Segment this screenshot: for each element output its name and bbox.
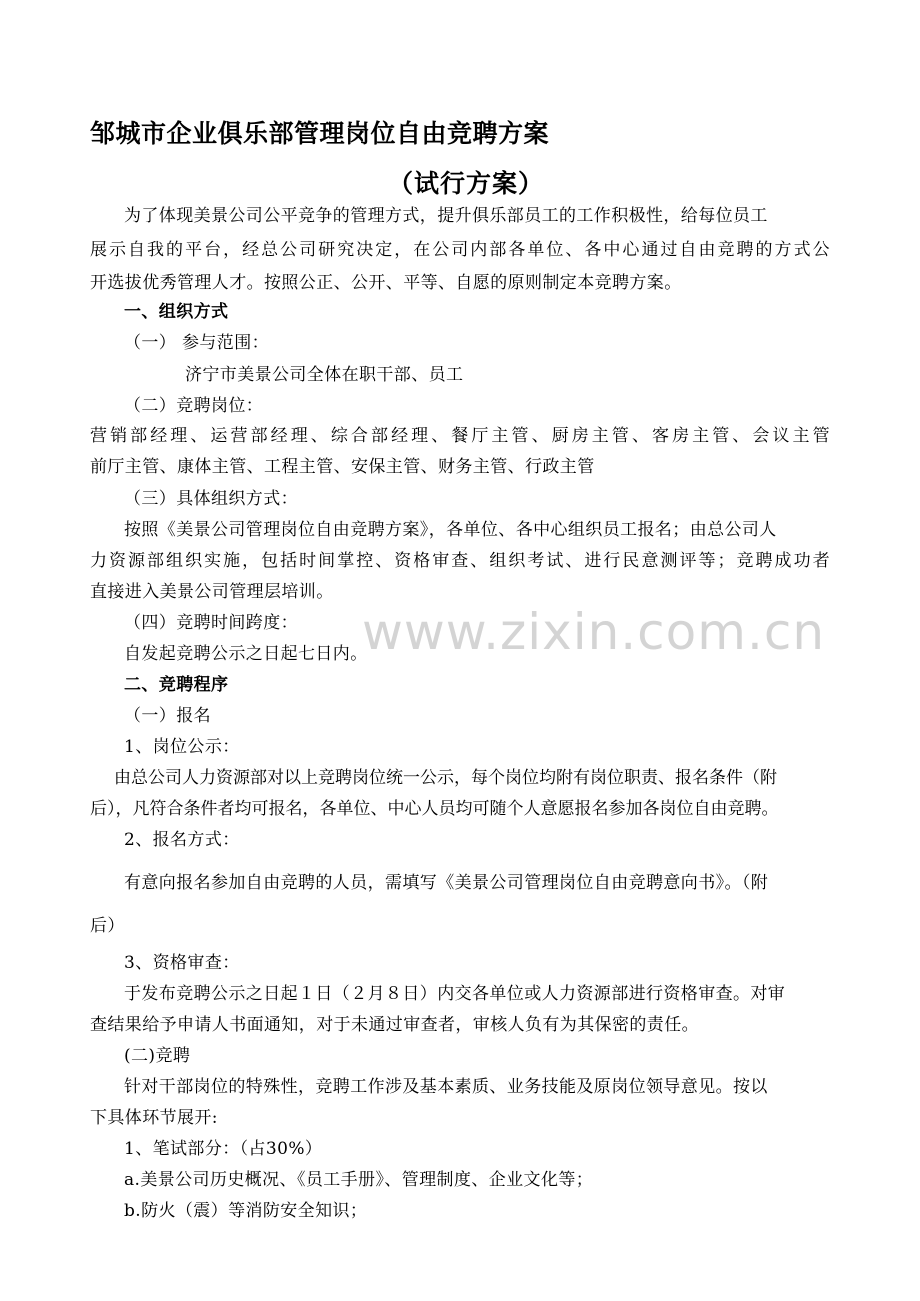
paragraph-line: 济宁市美景公司全体在职干部、员工 (185, 365, 464, 385)
list-item: b.防火（震）等消防安全知识； (124, 1201, 368, 1221)
section-heading: 一、组织方式 (124, 302, 229, 322)
subsection-heading: (二)竞聘 (124, 1046, 191, 1066)
paragraph-line: 前厅主管、康体主管、工程主管、安保主管、财务主管、行政主管 (90, 457, 595, 477)
paragraph-line: 下具体环节展开: (90, 1108, 218, 1128)
item-heading: 2、报名方式： (124, 830, 240, 850)
watermark-text: www.zixin.com.cn (362, 603, 826, 661)
document-title: 邹城市企业俱乐部管理岗位自由竞聘方案 (90, 119, 550, 148)
paragraph-line: 力资源部组织实施，包括时间掌控、资格审查、组织考试、进行民意测评等；竞聘成功者 (90, 551, 830, 571)
item-heading: 1、笔试部分：（占30%） (124, 1139, 323, 1159)
paragraph-line: 有意向报名参加自由竞聘的人员，需填写《美景公司管理岗位自由竞聘意向书》。（附 (124, 873, 769, 893)
paragraph-line: 于发布竞聘公示之日起１日（２月８日）内交各单位或人力资源部进行资格审查。对审 (124, 984, 786, 1004)
subsection-heading: （一）报名 (124, 706, 211, 726)
subsection-heading: （三）具体组织方式： (124, 489, 298, 509)
paragraph-line: 后） (90, 916, 125, 936)
paragraph-line: 后），凡符合条件者均可报名，各单位、中心人员均可随个人意愿报名参加各岗位自由竞聘。 (90, 799, 779, 819)
paragraph-line: 为了体现美景公司公平竞争的管理方式，提升俱乐部员工的工作积极性，给每位员工 (124, 206, 768, 226)
paragraph-line: 由总公司人力资源部对以上竞聘岗位统一公示，每个岗位均附有岗位职责、报名条件（附 (114, 768, 777, 788)
section-heading: 二、竞聘程序 (124, 675, 229, 695)
item-heading: 1、岗位公示： (124, 737, 240, 757)
paragraph-line: 直接进入美景公司管理层培训。 (90, 582, 334, 602)
subsection-heading: （四）竞聘时间跨度： (124, 613, 298, 633)
document-subtitle: （试行方案） (388, 169, 545, 198)
paragraph-line: 营销部经理、运营部经理、综合部经理、餐厅主管、厨房主管、客房主管、会议主管 (90, 426, 830, 446)
paragraph-line: 针对干部岗位的特殊性，竞聘工作涉及基本素质、业务技能及原岗位领导意见。按以 (124, 1077, 768, 1097)
paragraph-line: 展示自我的平台，经总公司研究决定，在公司内部各单位、各中心通过自由竞聘的方式公 (90, 240, 830, 260)
item-heading: 3、资格审查： (124, 953, 240, 973)
subsection-heading: （二）竞聘岗位： (124, 396, 264, 416)
subsection-heading: （一） 参与范围： (124, 333, 270, 353)
paragraph-line: 按照《美景公司管理岗位自由竞聘方案》，各单位、各中心组织员工报名；由总公司人 (124, 520, 777, 540)
paragraph-line: 查结果给予申请人书面通知，对于未通过审查者，审核人负有为其保密的责任。 (90, 1015, 699, 1035)
paragraph-line: 自发起竞聘公示之日起七日内。 (124, 644, 368, 664)
paragraph-line: 开选拔优秀管理人才。按照公正、公开、平等、自愿的原则制定本竞聘方案。 (90, 273, 682, 293)
list-item: a.美景公司历史概况、《员工手册》、管理制度、企业文化等； (124, 1170, 594, 1190)
